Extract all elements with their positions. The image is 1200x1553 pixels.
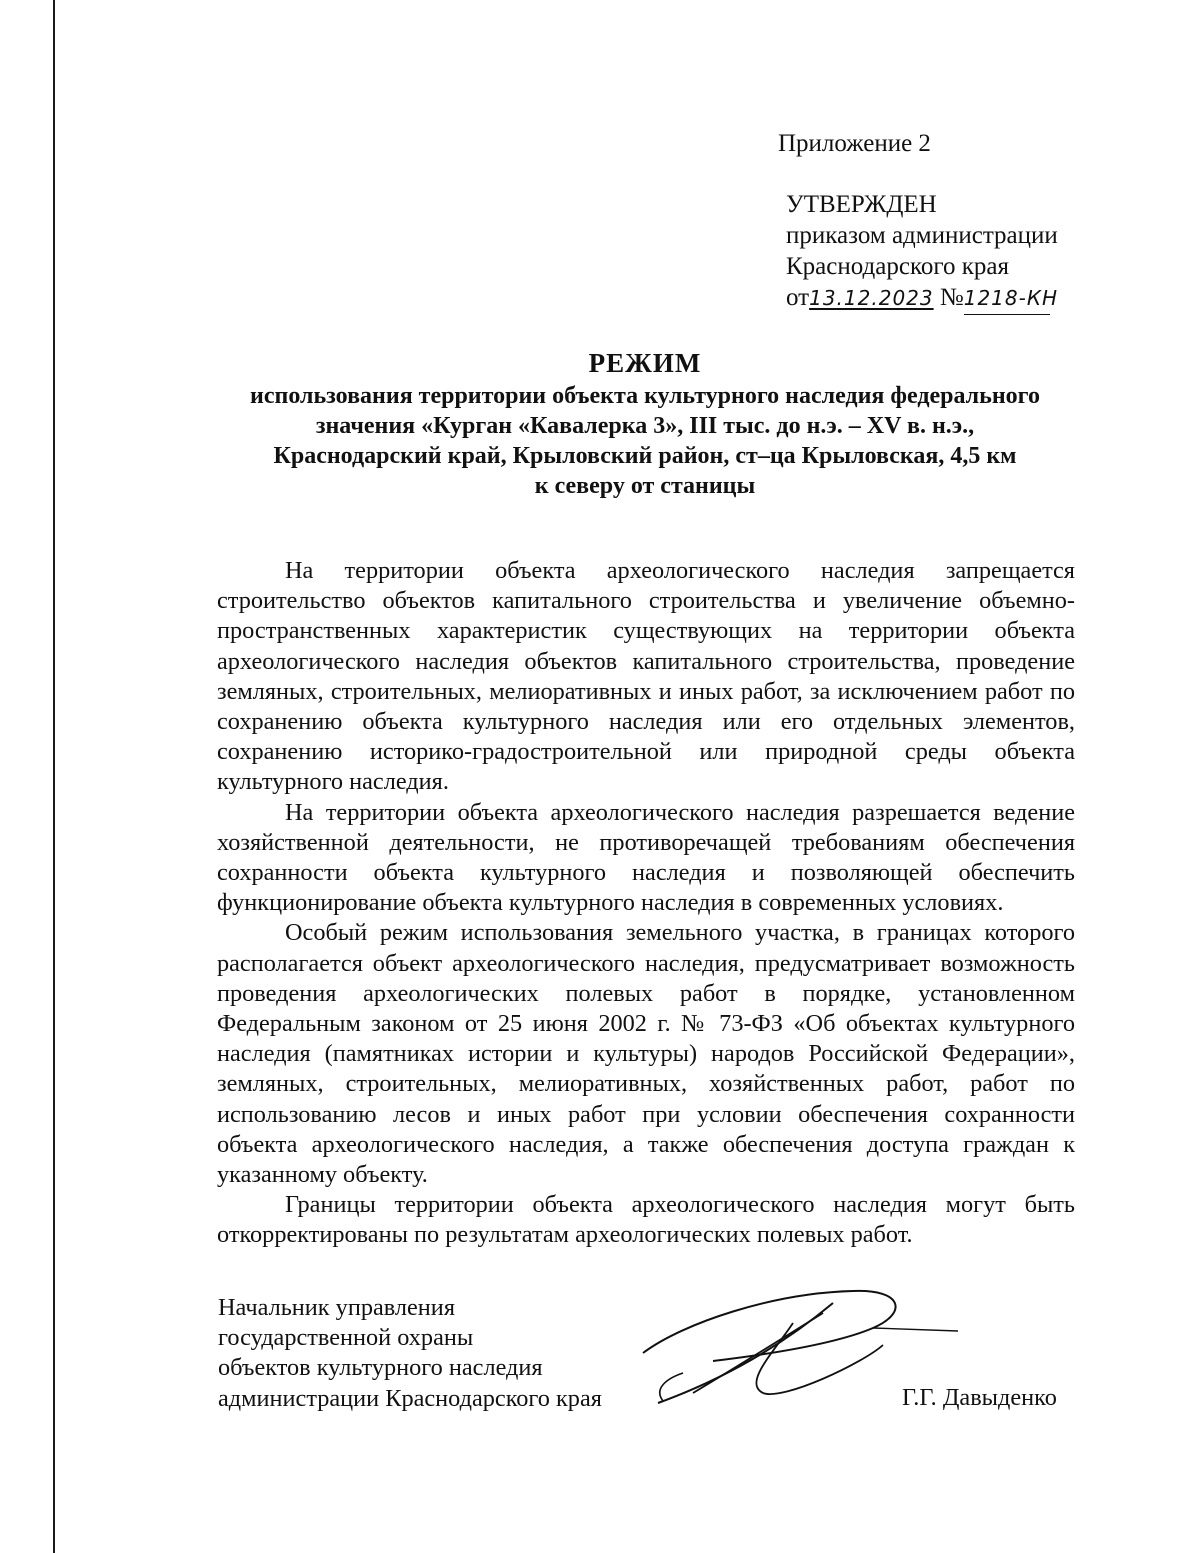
paragraph-prohibitions: На территории объекта археологического наследия запрещается строительство объектов капитального строительства и увеличение объемно-пространственных характеристик существующих на территории объекта археологического наследия объектов капитального строительства, проведение земляных, строительных, мелиоративных и иных работ, за исключением работ по сохранению объекта культурного наследия или его отдельных элементов, сохранению историко-градостроительной или природной среды объекта культурного наследия. <box>217 557 1075 796</box>
appendix-label: Приложение 2 <box>778 130 931 157</box>
subtitle-line-1: использования территории объекта культурного наследия федерального <box>250 383 1040 409</box>
subtitle-line-4: к северу от станицы <box>534 473 756 499</box>
paragraph-special-regime: Особый режим использования земельного участка, в границах которого располагается объект археологического наследия, предусматривает возможность проведения археологических полевых работ в порядке, установленном Федеральным законом от 25 июня 2002 г. № 73-ФЗ «Об объектах культурного наследия (памятниках истории и культуры) народов Российской Федерации», земляных, строительных, мелиоративных, хозяйственных работ, работ по использованию лесов и иных работ при условии обеспечения сохранности объекта археологического наследия, а также обеспечения доступа граждан к указанному объекту. <box>217 919 1075 1189</box>
paragraph-permissions: На территории объекта археологического наследия разрешается ведение хозяйственной деятельности, не противоречащей требованиям обеспечения сохранности объекта культурного наследия и позволяющей обеспечить функционирование объекта культурного наследия в современных условиях. <box>217 798 1075 917</box>
approved-heading: УТВЕРЖДЕН <box>786 191 937 218</box>
subtitle-line-3: Краснодарский край, Крыловский район, ст–ца Крыловская, 4,5 км <box>273 443 1017 469</box>
order-date: 13.12.2023 <box>809 286 934 310</box>
order-date-prefix: от <box>786 284 810 311</box>
document-title: РЕЖИМ <box>588 348 702 378</box>
signer-position-line-2: государственной охраны <box>218 1324 474 1352</box>
page-edge-line <box>53 0 55 1553</box>
body-text <box>217 556 1075 1251</box>
document-title-block <box>210 345 1080 501</box>
paragraph-boundaries: Границы территории объекта археологического наследия могут быть откорректированы по результатам археологических полевых работ. <box>217 1191 1075 1249</box>
signer-position-line-3: объектов культурного наследия <box>218 1354 543 1382</box>
order-number-prefix: № <box>939 284 964 311</box>
signer-position-line-4: администрации Краснодарского края <box>218 1384 602 1412</box>
signer-position-line-1: Начальник управления <box>218 1294 455 1321</box>
order-line <box>786 282 1108 315</box>
approval-block <box>778 128 1108 315</box>
signer-name: Г.Г. Давыденко <box>902 1384 1057 1411</box>
order-number: 1218-КН <box>964 283 1050 315</box>
signer-position <box>218 1293 658 1414</box>
approval-line-2: Краснодарского края <box>786 253 1009 280</box>
signature-block <box>218 1293 1078 1433</box>
subtitle-line-2: значения «Курган «Кавалерка 3», III тыс. до н.э. – XV в. н.э., <box>315 413 975 439</box>
approval-line-1: приказом администрации <box>786 222 1058 249</box>
